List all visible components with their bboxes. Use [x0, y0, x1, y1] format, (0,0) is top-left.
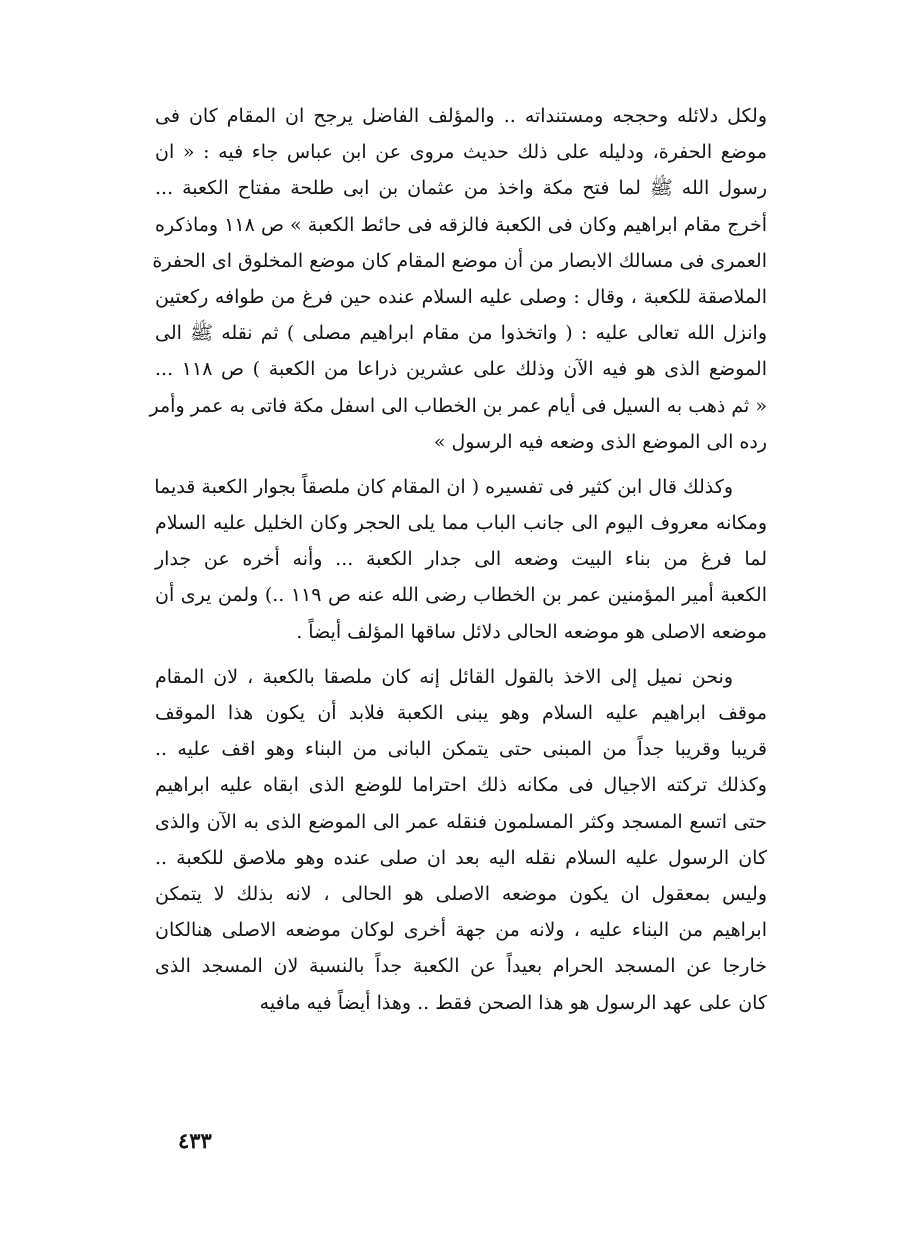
text-line: الملاصقة للكعبة ، وقال : وصلى عليه السلام عنده حين فرغ من طوافه ركعتين [155, 285, 767, 308]
text-line: موقف ابراهيم عليه السلام وهو يبنى الكعبة فلابد أن يكون هذا الموقف [155, 702, 767, 724]
paragraph-3 [155, 659, 767, 1021]
text-line: « ثم ذهب به السيل فى أيام عمر بن الخطاب الى اسفل مكة فاتى به عمر وأمر [149, 394, 767, 417]
text-line: وكذلك تركته الاجيال فى مكانه ذلك احتراما للوضع الذى ابقاه عليه ابراهيم [155, 774, 767, 797]
paragraph-gap [155, 650, 767, 659]
text-line: وليس بمعقول ان يكون موضعه الاصلى هو الحالى ، لانه بذلك لا يتمكن [155, 882, 767, 905]
text-line: ابراهيم من البناء عليه ، ولانه من جهة أخرى لوكان موضعه الاصلى هنالكان [155, 919, 767, 942]
text-line: الكعبة أمير المؤمنين عمر بن الخطاب رضى الله عنه ص ١١٩ ..) ولمن يرى أن [155, 584, 767, 607]
text-line: أخرج مقام ابراهيم وكان فى الكعبة فالزقه فى حائط الكعبة » ص ١١٨ وماذكره [155, 213, 767, 236]
text-line: رده الى الموضع الذى وضعه فيه الرسول » [433, 430, 767, 453]
paragraph-1 [149, 98, 767, 460]
text-line: حتى اتسع المسجد وكثر المسلمون فنقله عمر الى الموضع الذى به الآن والذى [155, 810, 767, 833]
text-line: ولكل دلائله وحججه ومستنداته .. والمؤلف الفاضل يرجح ان المقام كان فى [155, 105, 767, 127]
paragraph-2 [155, 469, 767, 650]
body-text [149, 98, 767, 1021]
text-line: العمرى فى مسالك الابصار من أن موضع المقام كان موضع المخلوق اى الحفرة [152, 249, 767, 272]
paragraph-gap [155, 460, 767, 469]
text-line: كان على عهد الرسول هو هذا الصحن فقط .. وهذا أيضاً فيه مافيه [259, 991, 767, 1014]
text-line: خارجا عن المسجد الحرام بعيداً عن الكعبة جداً بالنسبة لان المسجد الذى [155, 955, 767, 978]
text-line: لما فرغ من بناء البيت وضعه الى جدار الكعبة ... وأنه أخره عن جدار [155, 548, 767, 571]
text-line: ومكانه معروف اليوم الى جانب الباب مما يلى الحجر وكان الخليل عليه السلام [155, 512, 767, 535]
text-line: قريبا وقريبا جداً من المبنى حتى يتمكن البانى من البناء وهو اقف عليه .. [155, 738, 767, 761]
text-line: موضع الحفرة، ودليله على ذلك حديث مروى عن ابن عباس جاء فيه : « ان [155, 141, 767, 164]
text-line: الموضع الذى هو فيه الآن وذلك على عشرين ذراعا من الكعبة ) ص ١١٨ ... [155, 358, 767, 381]
text-line: وكذلك قال ابن كثير فى تفسيره ( ان المقام كان ملصقاً بجوار الكعبة قديما [154, 475, 733, 498]
text-line: وانزل الله تعالى عليه : ( واتخذوا من مقام ابراهيم مصلى ) ثم نقله ﷺ الى [155, 322, 767, 345]
text-line: موضعه الاصلى هو موضعه الحالى دلائل ساقها المؤلف أيضاً . [296, 620, 767, 643]
text-line: رسول الله ﷺ لما فتح مكة واخذ من عثمان بن ابى طلحة مفتاح الكعبة ... [155, 177, 767, 200]
text-line: كان الرسول عليه السلام نقله اليه بعد ان صلى عنده وهو ملاصق للكعبة .. [155, 846, 767, 869]
page-number: ٤٣٣ [178, 1128, 212, 1153]
text-line: ونحن نميل إلى الاخذ بالقول القائل إنه كان ملصقا بالكعبة ، لان المقام [155, 665, 733, 688]
